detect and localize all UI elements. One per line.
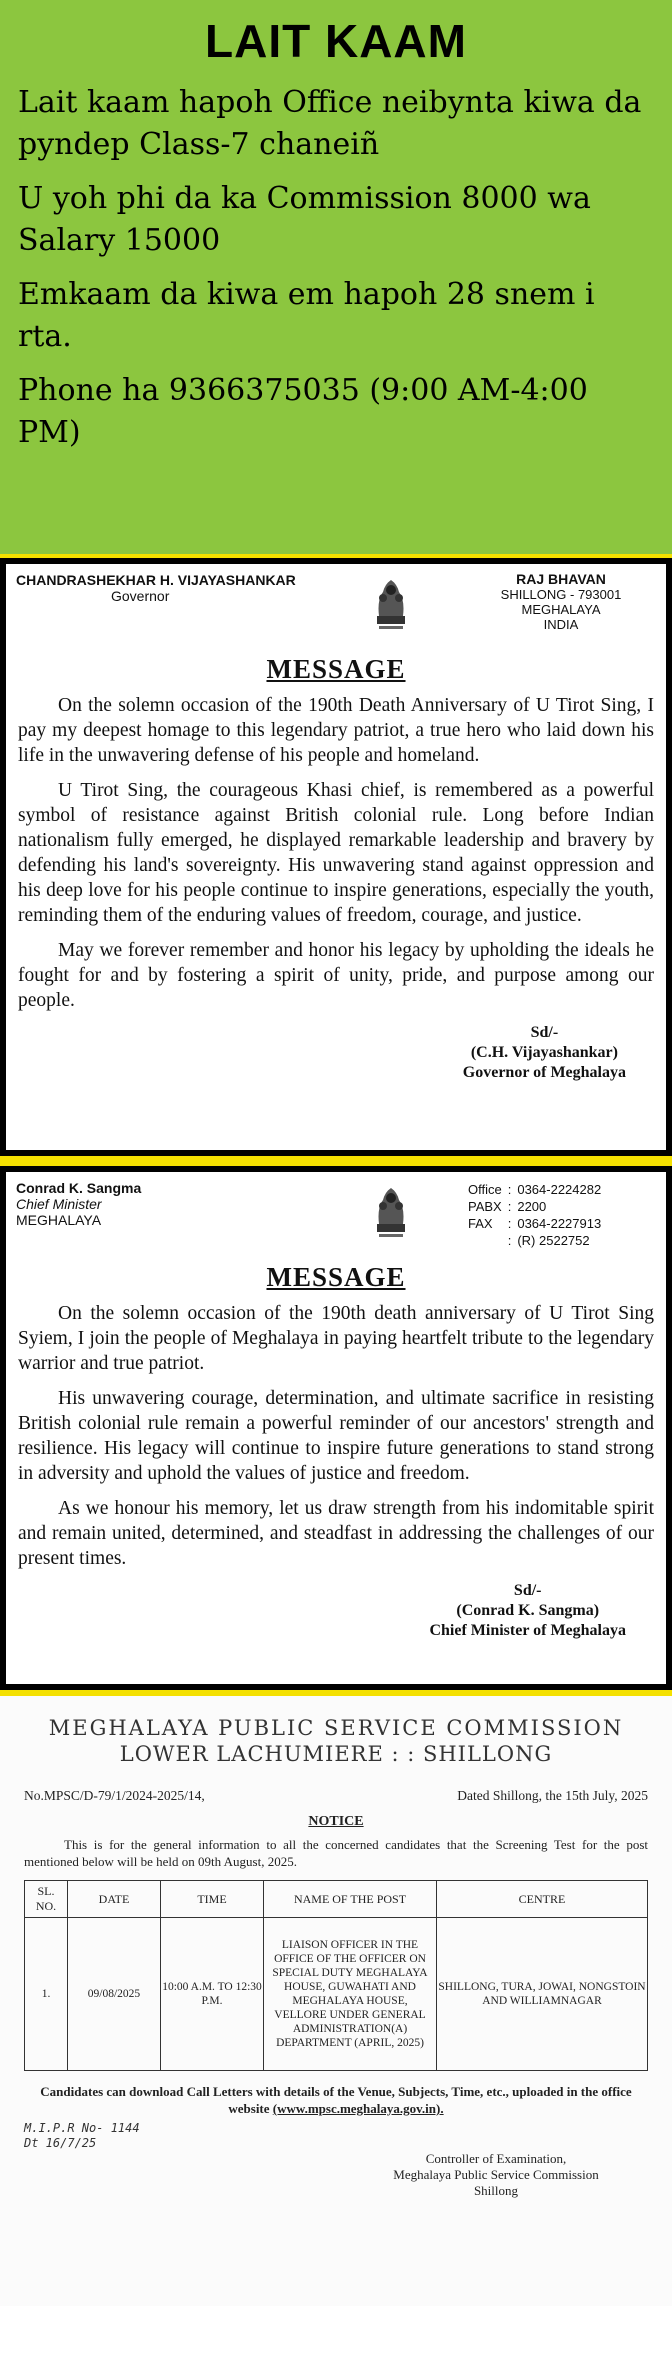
contact-label: Office [468,1182,502,1197]
national-emblem-icon [365,1180,417,1262]
col-post: NAME OF THE POST [264,1881,437,1918]
governor-name: CHANDRASHEKHAR H. VIJAYASHANKAR [16,572,296,588]
schedule-table [24,1880,648,2071]
governor-paragraph: May we forever remember and honor his legacy by upholding the ideals he fought for and by fostering a spirit of unity, pride, and purpose among our people. [18,940,654,1011]
cm-paragraph: On the solemn occasion of the 190th death anniversary of U Tirot Sing Syiem, I join the people of Meghalaya in paying heartfelt tribute to the legendary warrior and true patriot. [18,1303,654,1374]
contact-value: 2200 [517,1199,547,1214]
governor-paragraph: U Tirot Sing, the courageous Khasi chief, is remembered as a powerful symbol of resistance against British colonial rule. Long before Indian nationalism fully emerged, he displayed remarkable leadership and bravery by defending his land's sovereignty. His unwavering stand against oppression and his deep love for his people continue to inspire generations, especially the youth, reminding them of the enduring values of freedom, courage, and justice. [18,780,654,926]
governor-signature [6,1023,666,1083]
contact-value: 0364-2227913 [517,1216,602,1231]
cm-letterhead [6,1172,666,1262]
controller-title: Controller of Examination, [425,2151,567,2166]
table-header-row [25,1881,648,1918]
national-emblem-icon [365,572,417,654]
contact-label: PABX [468,1199,502,1214]
cm-name: Conrad K. Sangma [16,1180,142,1196]
contact-label: FAX [468,1216,493,1231]
notice-date: Dated Shillong, the 15th July, 2025 [457,1788,648,1803]
cell-post: LIAISON OFFICER IN THE OFFICE OF THE OFFICER ON SPECIAL DUTY MEGHALAYA HOUSE, GUWAHATI AND MEGHALAYA HOUSE, VELLORE UNDER GENERAL ADMINISTRATION(A) DEPARTMENT (APRIL, 2025) [264,1918,437,2071]
notice-footer [24,2083,648,2117]
handwritten-note [24,2121,648,2151]
cell-sl: 1. [25,1918,68,2071]
notice-ref: No.MPSC/D-79/1/2024-2025/14, [24,1788,205,1803]
ad-line-job: Lait kaam hapoh Office neibynta kiwa da pyndep Class-7 chaneiñ [18,85,642,162]
cell-centre: SHILLONG, TURA, JOWAI, NONGSTOIN AND WILLIAMNAGAR [437,1918,648,2071]
ad-title: LAIT KAAM [205,15,467,67]
cm-contact-table [466,1180,607,1250]
governor-address-1: SHILLONG - 793001 [500,587,622,602]
advertisement-box [0,0,672,554]
controller-place: Shillong [473,2183,519,2198]
contact-sep: : [507,1199,512,1214]
col-sl: SL. NO. [25,1881,68,1918]
governor-sd: Sd/- [530,1024,559,1041]
cm-sign-title: Chief Minister of Meghalaya [429,1622,626,1639]
cm-message [0,1166,672,1690]
governor-message-frame [0,554,672,1160]
cm-message-title: MESSAGE [266,1262,406,1292]
cm-paragraph: As we honour his memory, let us draw strength from his indomitable spirit and remain united, determined, and steadfast in addressing the challenges of our present times. [18,1498,654,1569]
cm-signature [6,1581,666,1641]
cell-time: 10:00 A.M. TO 12:30 P.M. [161,1918,264,2071]
governor-address-3: INDIA [543,617,579,632]
notice-ref-row [24,1788,648,1804]
controller-org: Meghalaya Public Service Commission [393,2167,599,2182]
handwritten-ref: M.I.P.R No- 1144 [24,2121,140,2135]
contact-sep: : [507,1216,512,1231]
cell-date: 09/08/2025 [68,1918,161,2071]
notice-place: LOWER LACHUMIERE : : SHILLONG [119,1742,553,1766]
website-link[interactable]: (www.mpsc.meghalaya.gov.in). [272,2101,444,2116]
governor-sign-title: Governor of Meghalaya [462,1064,626,1081]
governor-address-2: MEGHALAYA [521,602,601,617]
notice-paragraph: This is for the general information to all the concerned candidates that the Screening Test for the post mentioned below will be held on 09th August, 2025. [24,1837,648,1869]
ad-line-salary: U yoh phi da ka Commission 8000 wa Salary 15000 [18,181,591,258]
contact-sep: : [507,1182,512,1197]
col-centre: CENTRE [437,1881,648,1918]
cm-message-frame [0,1160,672,1696]
notice-org: MEGHALAYA PUBLIC SERVICE COMMISSION [48,1716,624,1740]
ad-line-phone: Phone ha 9366375035 (9:00 AM-4:00 PM) [18,373,588,450]
governor-message-body [6,693,666,1013]
handwritten-date: Dt 16/7/25 [24,2136,97,2150]
cm-message-body [6,1301,666,1571]
cm-state: MEGHALAYA [16,1212,102,1228]
contact-sep: : [507,1233,512,1248]
col-date: DATE [68,1881,161,1918]
governor-paragraph: On the solemn occasion of the 190th Death Anniversary of U Tirot Sing, I pay my deepest homage to this legendary patriot, a true hero who laid down his life in the unwavering defense of his people and homeland. [18,695,654,766]
raj-bhavan-label: RAJ BHAVAN [516,571,606,587]
governor-designation: Governor [111,588,170,604]
governor-sign-name: (C.H. Vijayashankar) [470,1044,618,1061]
contact-label [468,1233,506,1248]
governor-letterhead [6,564,666,654]
cm-sign-name: (Conrad K. Sangma) [456,1602,600,1619]
cm-sd: Sd/- [513,1582,542,1599]
controller-signature [344,2151,648,2199]
table-row [25,1918,648,2071]
governor-message-title: MESSAGE [266,654,406,684]
contact-value: 0364-2224282 [517,1182,602,1197]
notice-footer-text: Candidates can download Call Letters with details of the Venue, Subjects, Time, etc., uploaded in the office website [40,2084,632,2116]
col-time: TIME [161,1881,264,1918]
mpsc-notice [0,1696,672,2306]
ad-line-age: Emkaam da kiwa em hapoh 28 snem i rta. [18,277,595,354]
cm-designation: Chief Minister [16,1196,102,1212]
cm-paragraph: His unwavering courage, determination, and ultimate sacrifice in resisting British colonial rule remain a powerful reminder of our ancestors' strength and resilience. His legacy will continue to inspire future generations to stand strong in adversity and uphold the values of justice and freedom. [18,1388,654,1484]
notice-title: NOTICE [308,1814,364,1829]
contact-value: (R) 2522752 [517,1233,590,1248]
governor-message [0,558,672,1156]
